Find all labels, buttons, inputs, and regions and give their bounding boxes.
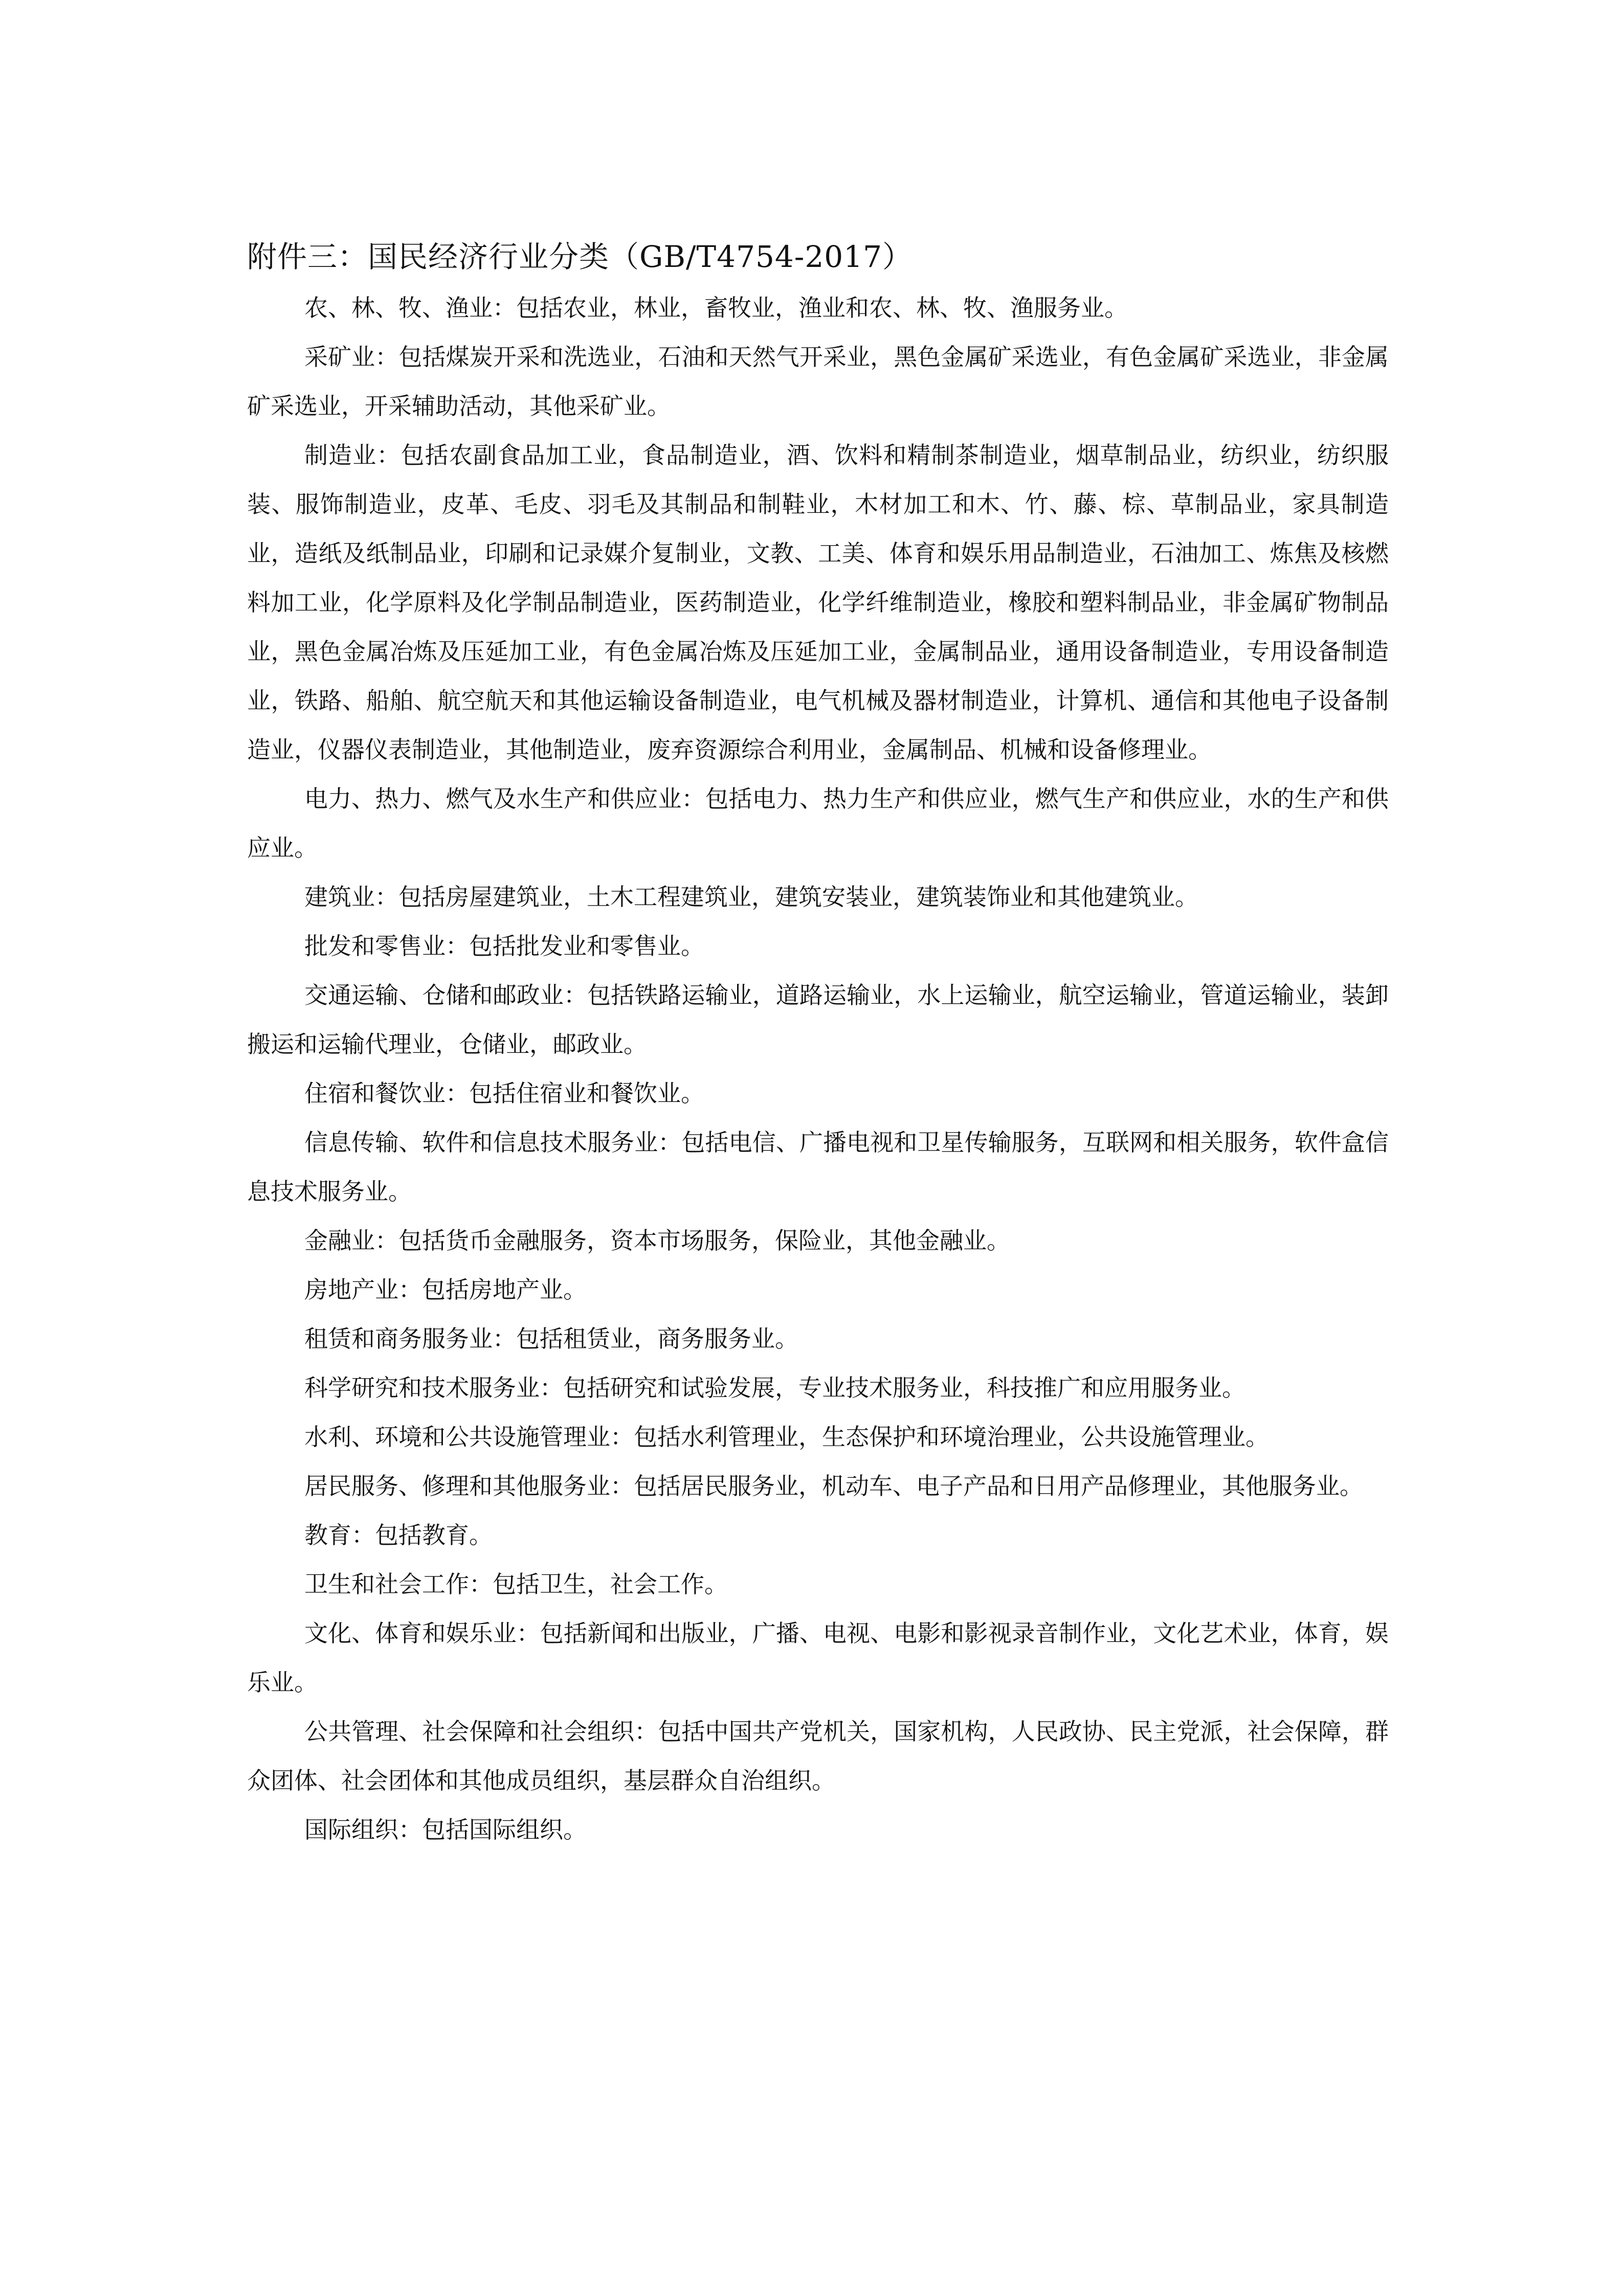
paragraph-manufacturing: 制造业：包括农副食品加工业，食品制造业，酒、饮料和精制茶制造业，烟草制品业，纺织业，纺织服装、服饰制造业，皮革、毛皮、羽毛及其制品和制鞋业，木材加工和木、竹、藤、棕、草制品业，家具制造业，造纸及纸制品业，印刷和记录媒介复制业，文教、工美、体育和娱乐用品制造业，石油加工、炼焦及核燃料加工业，化学原料及化学制品制造业，医药制造业，化学纤维制造业，橡胶和塑料制品业，非金属矿物制品业，黑色金属冶炼及压延加工业，有色金属冶炼及压延加工业，金属制品业，通用设备制造业，专用设备制造业，铁路、船舶、航空航天和其他运输设备制造业，电气机械及器材制造业，计算机、通信和其他电子设备制造业，仪器仪表制造业，其他制造业，废弃资源综合利用业，金属制品、机械和设备修理业。: [247, 441, 1389, 763]
paragraph-water-environment: 水利、环境和公共设施管理业：包括水利管理业，生态保护和环境治理业，公共设施管理业。: [304, 1423, 1269, 1451]
paragraph-agriculture: 农、林、牧、渔业：包括农业，林业，畜牧业，渔业和农、林、牧、渔服务业。: [304, 294, 1128, 322]
paragraph-research: 科学研究和技术服务业：包括研究和试验发展，专业技术服务业，科技推广和应用服务业。: [304, 1374, 1245, 1402]
paragraph-culture: 文化、体育和娱乐业：包括新闻和出版业，广播、电视、电影和影视录音制作业，文化艺术业，体育，娱乐业。: [247, 1619, 1389, 1696]
paragraph-health: 卫生和社会工作：包括卫生，社会工作。: [304, 1570, 728, 1598]
paragraph-wholesale-retail: 批发和零售业：包括批发业和零售业。: [304, 932, 704, 960]
paragraph-international: 国际组织：包括国际组织。: [304, 1816, 587, 1843]
paragraph-real-estate: 房地产业：包括房地产业。: [304, 1276, 587, 1303]
document-page: [247, 230, 1389, 1854]
document-title: 附件三：国民经济行业分类（GB/T4754-2017）: [247, 239, 913, 274]
paragraph-finance: 金融业：包括货币金融服务，资本市场服务，保险业，其他金融业。: [304, 1227, 1010, 1254]
paragraph-accommodation: 住宿和餐饮业：包括住宿业和餐饮业。: [304, 1079, 704, 1107]
paragraph-education: 教育：包括教育。: [304, 1521, 493, 1549]
paragraph-utilities: 电力、热力、燃气及水生产和供应业：包括电力、热力生产和供应业，燃气生产和供应业，水的生产和供应业。: [247, 785, 1389, 862]
paragraph-mining: 采矿业：包括煤炭开采和洗选业，石油和天然气开采业，黑色金属矿采选业，有色金属矿采选业，非金属矿采选业，开采辅助活动，其他采矿业。: [247, 343, 1389, 420]
paragraph-transport: 交通运输、仓储和邮政业：包括铁路运输业，道路运输业，水上运输业，航空运输业，管道运输业，装卸搬运和运输代理业，仓储业，邮政业。: [247, 981, 1389, 1058]
paragraph-resident-services: 居民服务、修理和其他服务业：包括居民服务业，机动车、电子产品和日用产品修理业，其他服务业。: [304, 1472, 1363, 1500]
paragraph-information: 信息传输、软件和信息技术服务业：包括电信、广播电视和卫星传输服务，互联网和相关服务，软件盒信息技术服务业。: [247, 1129, 1389, 1205]
paragraph-leasing: 租赁和商务服务业：包括租赁业，商务服务业。: [304, 1325, 798, 1353]
paragraph-public-administration: 公共管理、社会保障和社会组织：包括中国共产党机关，国家机构，人民政协、民主党派，社会保障，群众团体、社会团体和其他成员组织，基层群众自治组织。: [247, 1718, 1389, 1794]
paragraph-construction: 建筑业：包括房屋建筑业，土木工程建筑业，建筑安装业，建筑装饰业和其他建筑业。: [304, 883, 1198, 911]
